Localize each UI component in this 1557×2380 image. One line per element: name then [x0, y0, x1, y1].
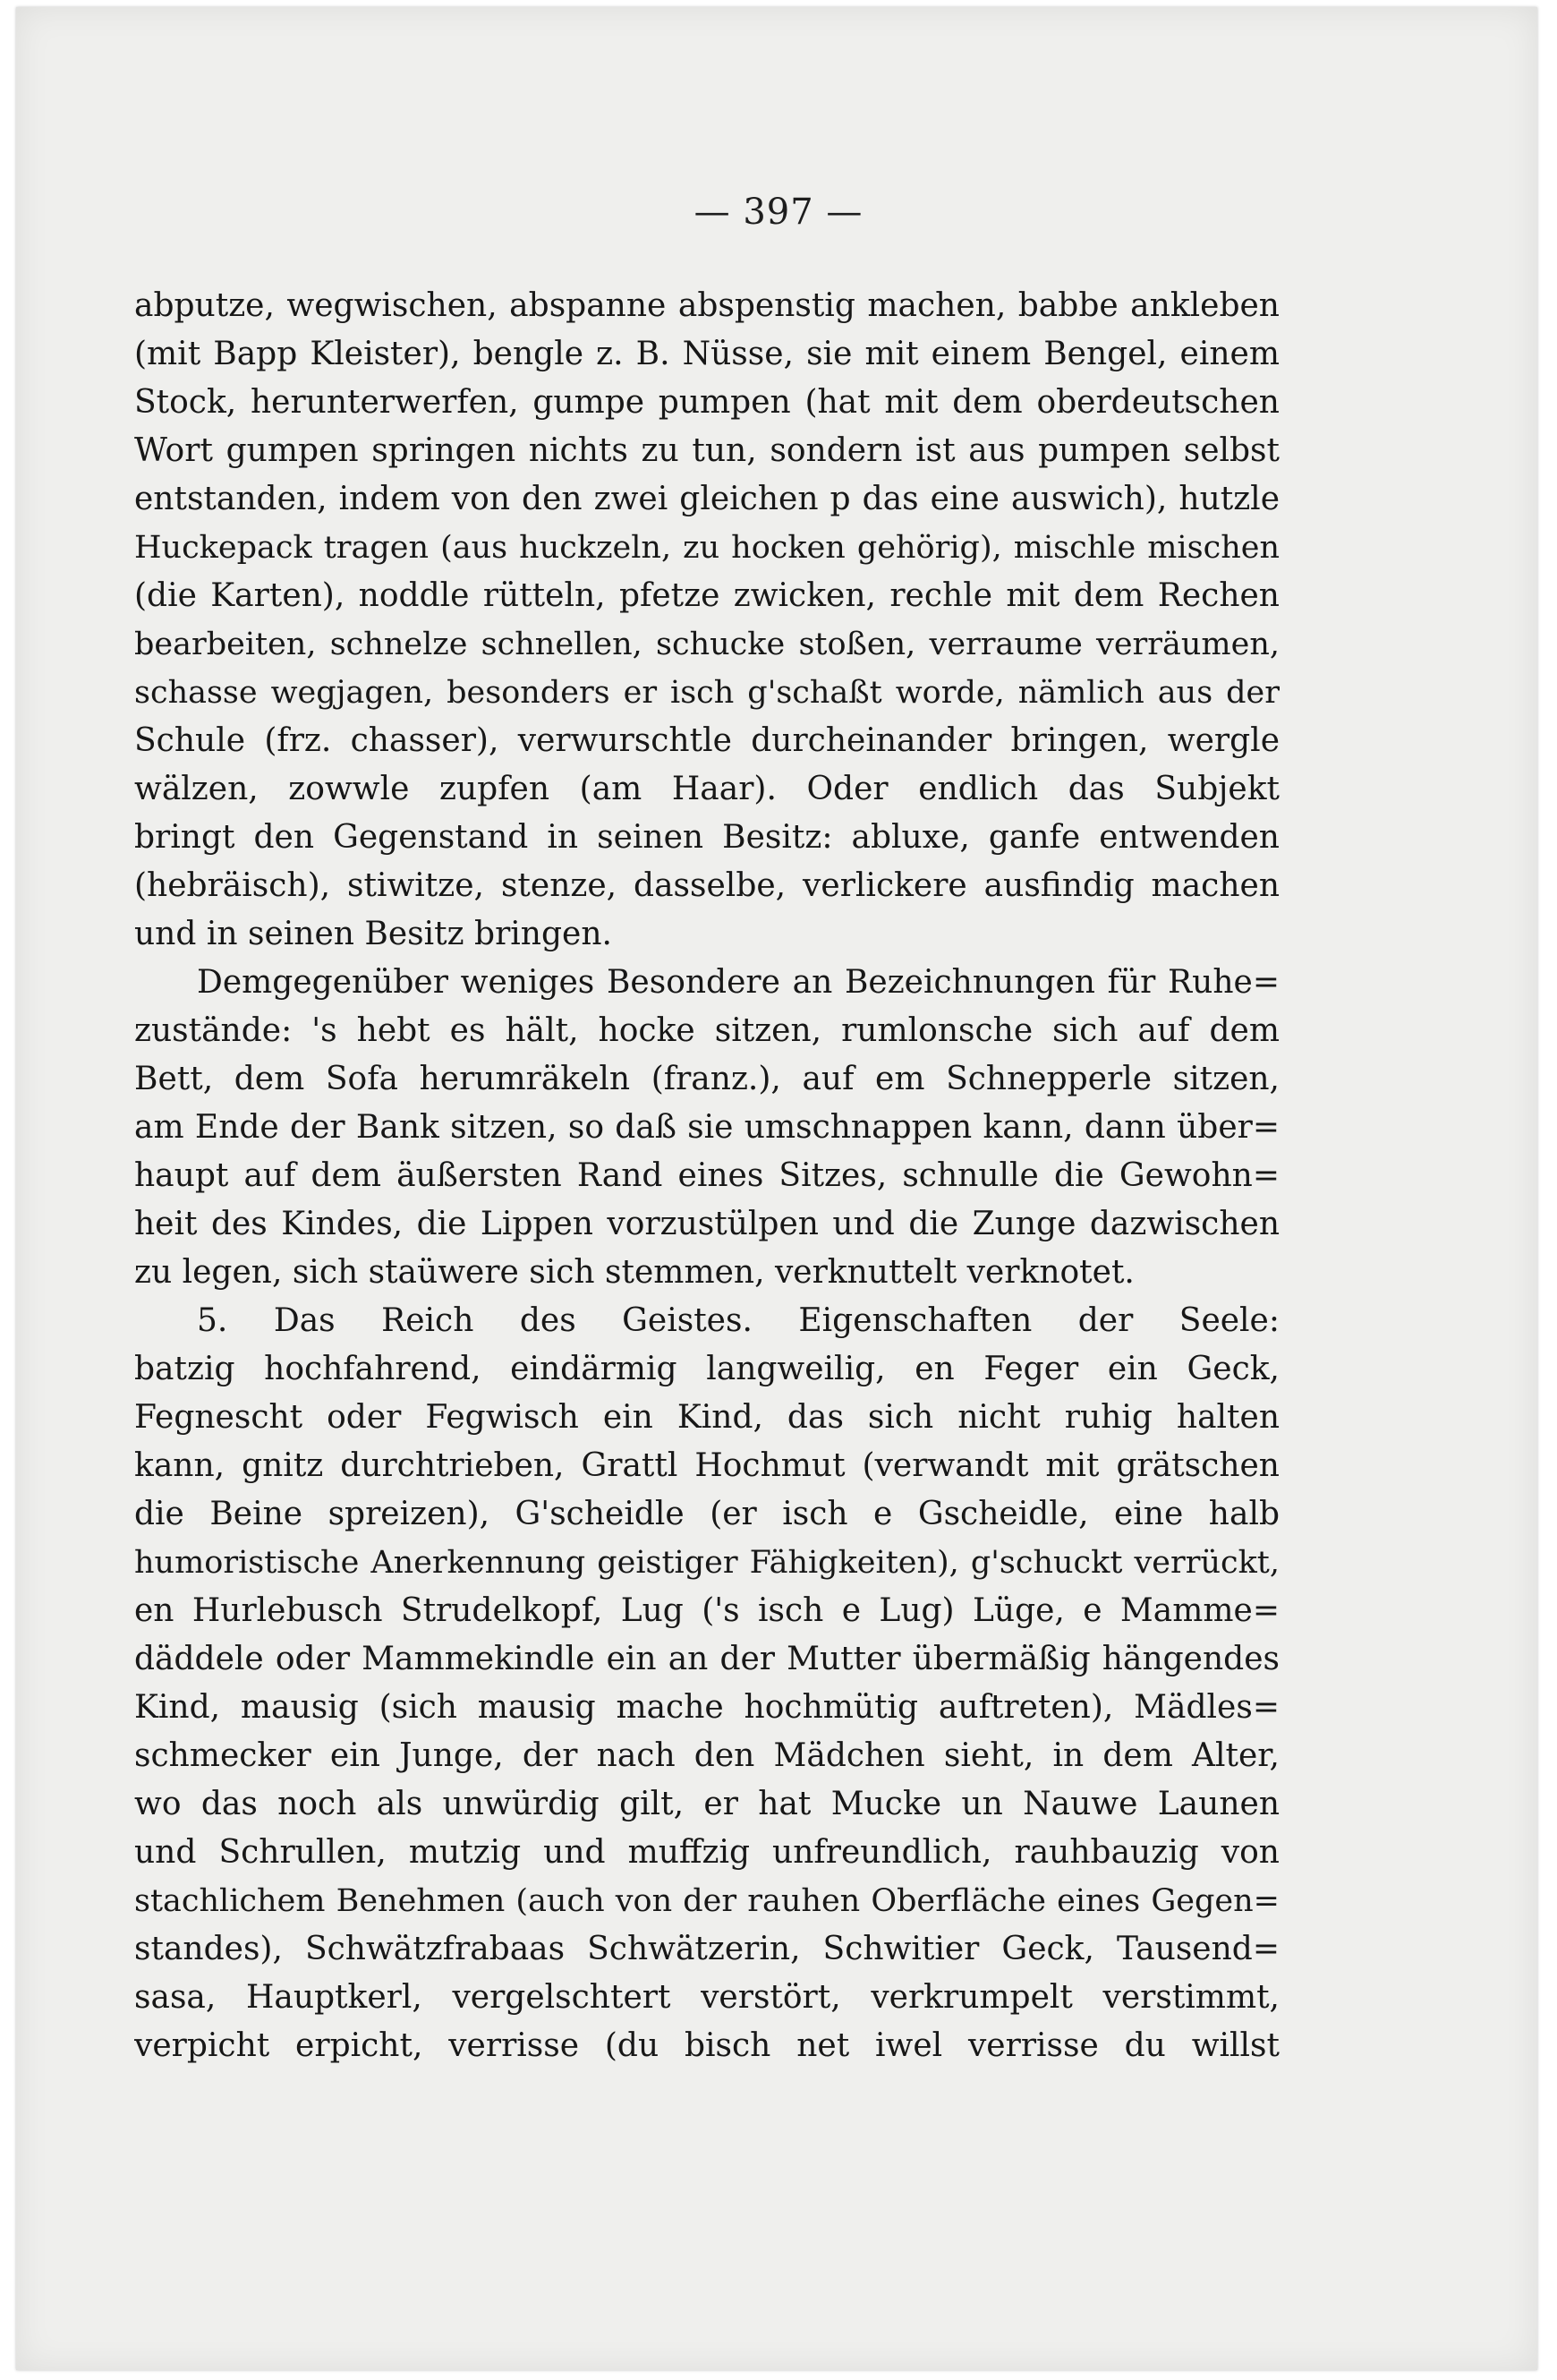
text-line: Bett, dem Sofa herumräkeln (franz.), auf em Schnepperle sitzen, — [134, 1061, 1280, 1097]
text-line: bearbeiten, schnelze schnellen, schucke stoßen, verraume verräumen, — [134, 627, 1280, 662]
page-number: — 397 — — [693, 192, 864, 233]
text-line: am Ende der Bank sitzen, so daß sie umschnappen kann, dann über= — [134, 1109, 1280, 1146]
text-line: Wort gumpen springen nichts zu tun, sondern ist aus pumpen selbst — [134, 432, 1280, 469]
text-line: schasse wegjagen, besonders er isch g'schaßt worde, nämlich aus der — [134, 675, 1280, 711]
text-line: standes), Schwätzfrabaas Schwätzerin, Schwitier Geck, Tausend= — [134, 1931, 1280, 1967]
text-line: sasa, Hauptkerl, vergelschtert verstört, verkrumpelt verstimmt, — [134, 1979, 1280, 2016]
text-line: die Beine spreizen), G'scheidle (er isch e Gscheidle, eine halb — [134, 1496, 1280, 1532]
text-line: und Schrullen, mutzig und muffzig unfreundlich, rauhbauzig von — [134, 1834, 1280, 1871]
text-line: entstanden, indem von den zwei gleichen p das eine auswich), hutzle — [134, 481, 1280, 517]
text-line: stachlichem Benehmen (auch von der rauhen Oberfläche eines Gegen= — [134, 1883, 1280, 1919]
text-line: wälzen, zowwle zupfen (am Haar). Oder endlich das Subjekt — [134, 771, 1280, 807]
text-line: verpicht erpicht, verrisse (du bisch net iwel verrisse du willst — [134, 2027, 1280, 2064]
text-line: (mit Bapp Kleister), bengle z. B. Nüsse, sie mit einem Bengel, einem — [134, 336, 1280, 372]
text-line: (hebräisch), stiwitze, stenze, dasselbe, verlickere ausfindig machen — [134, 867, 1280, 904]
text-line: däddele oder Mammekindle ein an der Mutter übermäßig hängendes — [134, 1641, 1280, 1677]
text-line: bringt den Gegenstand in seinen Besitz: abluxe, ganfe entwenden — [134, 819, 1280, 856]
text-line: Huckepack tragen (aus huckzeln, zu hocken gehörig), mischle mischen — [134, 530, 1280, 566]
text-line: Schule (frz. chasser), verwurschtle durcheinander bringen, wergle — [134, 722, 1280, 759]
text-line: (die Karten), noddle rütteln, pfetze zwicken, rechle mit dem Rechen — [134, 577, 1280, 614]
text-line: haupt auf dem äußersten Rand eines Sitzes, schnulle die Gewohn= — [134, 1157, 1280, 1194]
text-line: zu legen, sich staüwere sich stemmen, verknuttelt verknotet. — [134, 1254, 1135, 1291]
text-line: wo das noch als unwürdig gilt, er hat Mucke un Nauwe Launen — [134, 1786, 1280, 1822]
text-line: kann, gnitz durchtrieben, Grattl Hochmut (verwandt mit grätschen — [134, 1447, 1280, 1484]
text-line: Kind, mausig (sich mausig mache hochmütig auftreten), Mädles= — [134, 1689, 1280, 1726]
text-line: humoristische Anerkennung geistiger Fähigkeiten), g'schuckt verrückt, — [134, 1545, 1280, 1581]
text-line: en Hurlebusch Strudelkopf, Lug ('s isch e Lug) Lüge, e Mamme= — [134, 1592, 1280, 1629]
text-line: Demgegenüber weniges Besondere an Bezeichnungen für Ruhe= — [197, 964, 1280, 1001]
text-line: heit des Kindes, die Lippen vorzustülpen und die Zunge dazwischen — [134, 1206, 1280, 1242]
text-line: abputze, wegwischen, abspanne abspenstig machen, babbe ankleben — [134, 287, 1280, 324]
text-line: batzig hochfahrend, eindärmig langweilig, en Feger ein Geck, — [134, 1351, 1280, 1387]
text-line: und in seinen Besitz bringen. — [134, 916, 612, 952]
text-line: Stock, herunterwerfen, gumpe pumpen (hat mit dem oberdeutschen — [134, 384, 1280, 421]
text-line: Fegnescht oder Fegwisch ein Kind, das sich nicht ruhig halten — [134, 1399, 1280, 1436]
text-line: zustände: 's hebt es hält, hocke sitzen, rumlonsche sich auf dem — [134, 1012, 1280, 1049]
body-text — [134, 282, 1280, 2070]
text-line: schmecker ein Junge, der nach den Mädchen sieht, in dem Alter, — [134, 1737, 1280, 1774]
text-line: 5. Das Reich des Geistes. Eigenschaften der Seele: — [197, 1302, 1280, 1339]
